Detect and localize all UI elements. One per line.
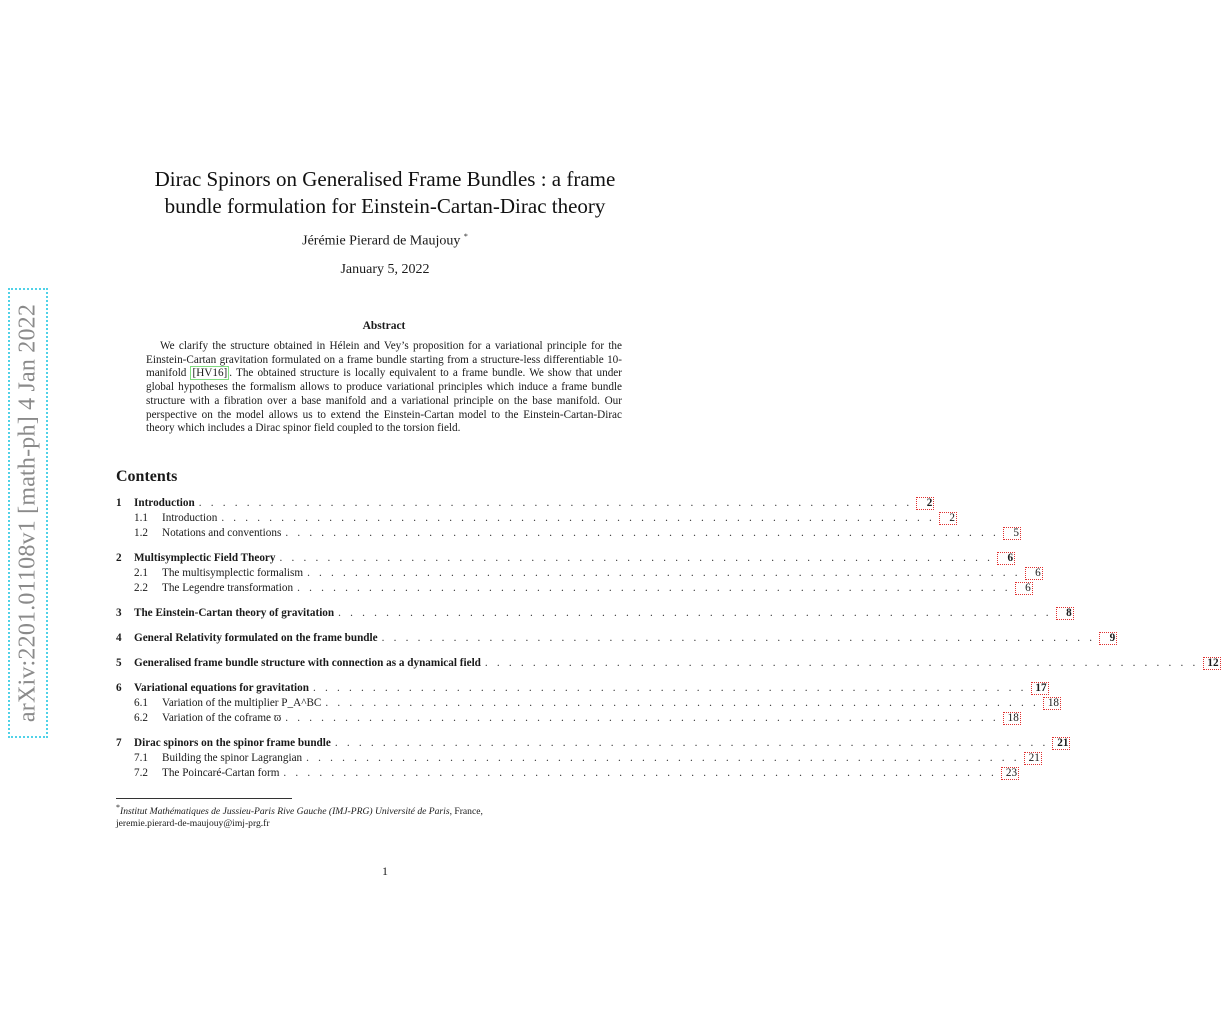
author-footnote-mark[interactable]: * <box>463 232 468 241</box>
toc-section[interactable] <box>116 737 1069 752</box>
toc-leader: . . . . . . . . . . . . . . . . . . . . . . . . . . . . . . . . . . . . . . . . . . . . . . . . . . . . . . . . . . . . <box>484 657 1199 669</box>
toc-subsection[interactable] <box>116 712 1019 727</box>
toc-section-number: 3 <box>116 607 122 619</box>
toc-section-title[interactable]: Introduction <box>134 497 195 509</box>
toc-section-number: 6 <box>116 682 122 694</box>
toc-section[interactable] <box>116 657 1219 672</box>
title-line-2: bundle formulation for Einstein-Cartan-Dirac theory <box>164 194 606 218</box>
toc-leader: . . . . . . . . . . . . . . . . . . . . . . . . . . . . . . . . . . . . . . . . . . . . . . . . . . . . . . . . . . . . <box>334 737 1049 749</box>
toc-page-link[interactable]: 9 <box>1099 632 1117 645</box>
contents-heading: Contents <box>116 468 178 485</box>
toc-page-link[interactable]: 18 <box>1003 712 1021 725</box>
toc-gap <box>116 542 656 552</box>
abstract-body <box>146 340 622 436</box>
toc-subsection[interactable] <box>116 512 955 527</box>
toc-subsection[interactable] <box>116 697 1060 712</box>
toc-section-title[interactable]: Multisymplectic Field Theory <box>134 552 276 564</box>
footnote-rule <box>116 798 292 799</box>
toc-section[interactable] <box>116 607 1072 622</box>
toc-gap <box>116 647 656 657</box>
date: January 5, 2022 <box>340 262 430 277</box>
toc-page-link[interactable]: 6 <box>1015 582 1033 595</box>
toc-page-link[interactable]: 21 <box>1052 737 1070 750</box>
toc-section[interactable] <box>116 632 1116 647</box>
toc-section[interactable] <box>116 552 1014 567</box>
toc-subsection-number: 2.2 <box>134 582 148 594</box>
toc-leader: . . . . . . . . . . . . . . . . . . . . . . . . . . . . . . . . . . . . . . . . . . . . . . . . . . . . . . . . . . . . <box>325 697 1040 709</box>
toc-section-title[interactable]: The Einstein-Cartan theory of gravitation <box>134 607 335 619</box>
toc-section[interactable] <box>116 497 933 512</box>
toc-section-number: 1 <box>116 497 122 509</box>
toc-subsection-number: 6.1 <box>134 697 148 709</box>
toc-leader: . . . . . . . . . . . . . . . . . . . . . . . . . . . . . . . . . . . . . . . . . . . . . . . . . . . . . . . . . . . . <box>312 682 1027 694</box>
abstract-text-2: . The obtained structure is locally equivalent to a frame bundle. We show that under global hypotheses the formalism allows to produce variational principles which induce a frame bundle structure with a fibration over a base manifold and a variational principle on the base manifold. Our perspective on the model allows us to extend the Einstein-Cartan model to the Einstein-Cartan-Dirac theory which includes a Dirac spinor field coupled to the torsion field. <box>146 367 622 435</box>
toc-leader: . . . . . . . . . . . . . . . . . . . . . . . . . . . . . . . . . . . . . . . . . . . . . . . . . . . . . . . . . . . . <box>285 712 999 724</box>
toc-page-link[interactable]: 6 <box>1025 567 1043 580</box>
toc-subsection-title[interactable]: Building the spinor Lagrangian <box>162 752 303 764</box>
toc-subsection-number: 1.2 <box>134 527 148 539</box>
toc-subsection[interactable] <box>116 527 1019 542</box>
toc-subsection[interactable] <box>116 567 1041 582</box>
toc-gap <box>116 622 656 632</box>
toc-section-title[interactable]: Generalised frame bundle structure with connection as a dynamical field <box>134 657 481 669</box>
toc-subsection-number: 6.2 <box>134 712 148 724</box>
toc-gap <box>116 597 656 607</box>
toc-subsection-title[interactable]: The multisymplectic formalism <box>162 567 304 579</box>
table-of-contents <box>116 497 1219 782</box>
toc-page-link[interactable]: 8 <box>1056 607 1074 620</box>
arxiv-stamp[interactable] <box>8 288 48 738</box>
toc-leader: . . . . . . . . . . . . . . . . . . . . . . . . . . . . . . . . . . . . . . . . . . . . . . . . . . . . . . . . . . . . <box>198 497 913 509</box>
toc-page-link[interactable]: 2 <box>939 512 957 525</box>
toc-leader: . . . . . . . . . . . . . . . . . . . . . . . . . . . . . . . . . . . . . . . . . . . . . . . . . . . . . . . . . . . . <box>279 552 994 564</box>
toc-section-title[interactable]: General Relativity formulated on the frame bundle <box>134 632 378 644</box>
toc-page-link[interactable]: 23 <box>1001 767 1019 780</box>
footnote-email[interactable]: jeremie.pierard-de-maujouy@imj-prg.fr <box>116 818 270 830</box>
toc-leader: . . . . . . . . . . . . . . . . . . . . . . . . . . . . . . . . . . . . . . . . . . . . . . . . . . . . . . . . . . . . <box>306 752 1020 764</box>
toc-section-number: 5 <box>116 657 122 669</box>
footnote-country: , France, <box>449 806 483 818</box>
toc-subsection-title[interactable]: The Poincaré-Cartan form <box>162 767 280 779</box>
footnote-mark: * <box>116 803 120 812</box>
toc-subsection-title[interactable]: Variation of the multiplier P_A^BC <box>162 697 322 709</box>
toc-subsection-title[interactable]: The Legendre transformation <box>162 582 294 594</box>
toc-section-number: 2 <box>116 552 122 564</box>
toc-page-link[interactable]: 6 <box>997 552 1015 565</box>
author-name: Jérémie Pierard de Maujouy <box>302 233 461 249</box>
citation-link[interactable]: [HV16] <box>192 367 228 380</box>
toc-page-link[interactable]: 21 <box>1024 752 1042 765</box>
toc-leader: . . . . . . . . . . . . . . . . . . . . . . . . . . . . . . . . . . . . . . . . . . . . . . . . . . . . . . . . . . . . <box>283 767 998 779</box>
toc-section-number: 7 <box>116 737 122 749</box>
toc-page-link[interactable]: 2 <box>916 497 934 510</box>
toc-subsection-title[interactable]: Introduction <box>162 512 218 524</box>
toc-page-link[interactable]: 5 <box>1003 527 1021 540</box>
toc-section-title[interactable]: Dirac spinors on the spinor frame bundle <box>134 737 331 749</box>
abstract-text-1: We clarify the structure obtained in Hélein and Vey’s proposition for a variational principle for the Einstein-Cartan gravitation formulated on a frame bundle starting from a structure-less differentiable 10-manifold <box>146 340 622 380</box>
page-number: 1 <box>382 864 388 878</box>
toc-gap <box>116 727 656 737</box>
toc-leader: . . . . . . . . . . . . . . . . . . . . . . . . . . . . . . . . . . . . . . . . . . . . . . . . . . . . . . . . . . . . <box>285 527 999 539</box>
toc-subsection[interactable] <box>116 582 1031 597</box>
author <box>120 232 650 250</box>
toc-subsection[interactable] <box>116 767 1018 782</box>
toc-leader: . . . . . . . . . . . . . . . . . . . . . . . . . . . . . . . . . . . . . . . . . . . . . . . . . . . . . . . . . . . . <box>297 582 1011 594</box>
toc-leader: . . . . . . . . . . . . . . . . . . . . . . . . . . . . . . . . . . . . . . . . . . . . . . . . . . . . . . . . . . . . <box>307 567 1021 579</box>
toc-section-title[interactable]: Variational equations for gravitation <box>134 682 309 694</box>
footnote-institution: Institut Mathématiques de Jussieu-Paris Rive Gauche (IMJ-PRG) Université de Paris <box>120 806 450 818</box>
abstract-heading: Abstract <box>362 320 406 332</box>
toc-subsection-number: 2.1 <box>134 567 148 579</box>
toc-subsection-number: 7.2 <box>134 767 148 779</box>
footnote <box>116 802 616 830</box>
arxiv-id: arXiv:2201.01108v1 [math-ph] 4 Jan 2022 <box>14 303 41 723</box>
toc-page-link[interactable]: 17 <box>1031 682 1049 695</box>
toc-subsection-number: 7.1 <box>134 752 148 764</box>
toc-leader: . . . . . . . . . . . . . . . . . . . . . . . . . . . . . . . . . . . . . . . . . . . . . . . . . . . . . . . . . . . . <box>221 512 935 524</box>
toc-subsection-title[interactable]: Notations and conventions <box>162 527 282 539</box>
toc-subsection-title[interactable]: Variation of the coframe ϖ <box>162 712 282 724</box>
toc-subsection[interactable] <box>116 752 1040 767</box>
toc-section[interactable] <box>116 682 1047 697</box>
toc-gap <box>116 672 656 682</box>
toc-subsection-number: 1.1 <box>134 512 148 524</box>
toc-page-link[interactable]: 18 <box>1043 697 1061 710</box>
toc-leader: . . . . . . . . . . . . . . . . . . . . . . . . . . . . . . . . . . . . . . . . . . . . . . . . . . . . . . . . . . . . <box>381 632 1096 644</box>
toc-section-number: 4 <box>116 632 122 644</box>
paper-title <box>120 166 650 220</box>
toc-leader: . . . . . . . . . . . . . . . . . . . . . . . . . . . . . . . . . . . . . . . . . . . . . . . . . . . . . . . . . . . . <box>338 607 1052 619</box>
toc-page-link[interactable]: 12 <box>1203 657 1221 670</box>
title-line-1: Dirac Spinors on Generalised Frame Bundles : a frame <box>154 167 616 191</box>
